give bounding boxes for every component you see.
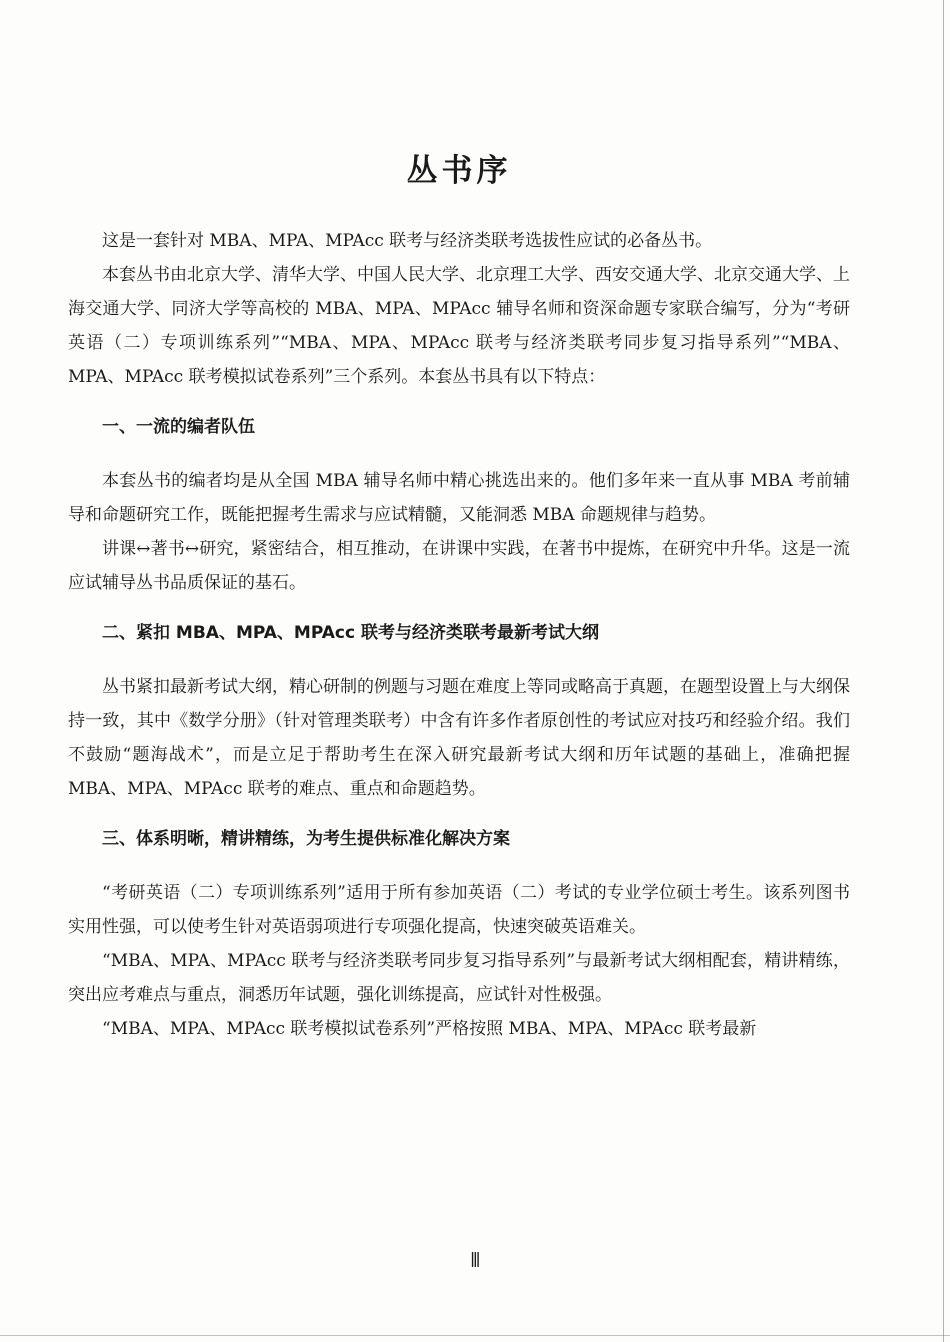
- scan-edge-bottom: [0, 1335, 950, 1336]
- body-text: [68, 224, 850, 1046]
- paragraph-english-series: “考研英语（二）专项训练系列”适用于所有参加英语（二）考试的专业学位硕士考生。该系列图书实用性强，可以使考生针对英语弱项进行专项强化提高，快速突破英语难关。: [68, 883, 850, 937]
- paragraph-editors: 本套丛书的编者均是从全国 MBA 辅导名师中精心挑选出来的。他们多年来一直从事 MBA 考前辅导和命题研究工作，既能把握考生需求与应试精髓，又能洞悉 MBA 命题规律与趋势。: [68, 471, 850, 525]
- paragraph-authors: 本套丛书由北京大学、清华大学、中国人民大学、北京理工大学、西安交通大学、北京交通大学、上海交通大学、同济大学等高校的 MBA、MPA、MPAcc 辅导名师和资深命题专家联合编写，分为“考研英语（二）专项训练系列”“MBA、MPA、MPAcc 联考与经济类联考同步复习指导系列”“MBA、MPA、MPAcc 联考模拟试卷系列”三个系列。本套丛书具有以下特点：: [68, 265, 850, 387]
- page-title: 丛书序: [406, 153, 512, 189]
- paragraph-intro: 这是一套针对 MBA、MPA、MPAcc 联考与经济类联考选拔性应试的必备丛书。: [102, 231, 713, 251]
- paragraph-teaching: 讲课↔著书↔研究，紧密结合，相互推动，在讲课中实践，在著书中提炼，在研究中升华。这是一流应试辅导丛书品质保证的基石。: [68, 539, 850, 593]
- section-heading-2: 二、紧扣 MBA、MPA、MPAcc 联考与经济类联考最新考试大纲: [102, 623, 599, 643]
- paragraph-mock-series: “MBA、MPA、MPAcc 联考模拟试卷系列”严格按照 MBA、MPA、MPAcc 联考最新: [102, 1019, 757, 1039]
- paragraph-review-series: “MBA、MPA、MPAcc 联考与经济类联考同步复习指导系列”与最新考试大纲相配套，精讲精练，突出应考难点与重点，洞悉历年试题，强化训练提高，应试针对性极强。: [68, 951, 850, 1005]
- section-heading-1: 一、一流的编者队伍: [102, 417, 255, 437]
- page-number: Ⅲ: [470, 1248, 480, 1272]
- section-heading-3: 三、体系明晰，精讲精练，为考生提供标准化解决方案: [102, 829, 510, 849]
- paragraph-syllabus: 丛书紧扣最新考试大纲，精心研制的例题与习题在难度上等同或略高于真题，在题型设置上与大纲保持一致，其中《数学分册》（针对管理类联考）中含有许多作者原创性的考试应对技巧和经验介绍。我们不鼓励“题海战术”，而是立足于帮助考生在深入研究最新考试大纲和历年试题的基础上，准确把握 MBA、MPA、MPAcc 联考的难点、重点和命题趋势。: [68, 677, 850, 799]
- scan-edge-right: [943, 0, 944, 1342]
